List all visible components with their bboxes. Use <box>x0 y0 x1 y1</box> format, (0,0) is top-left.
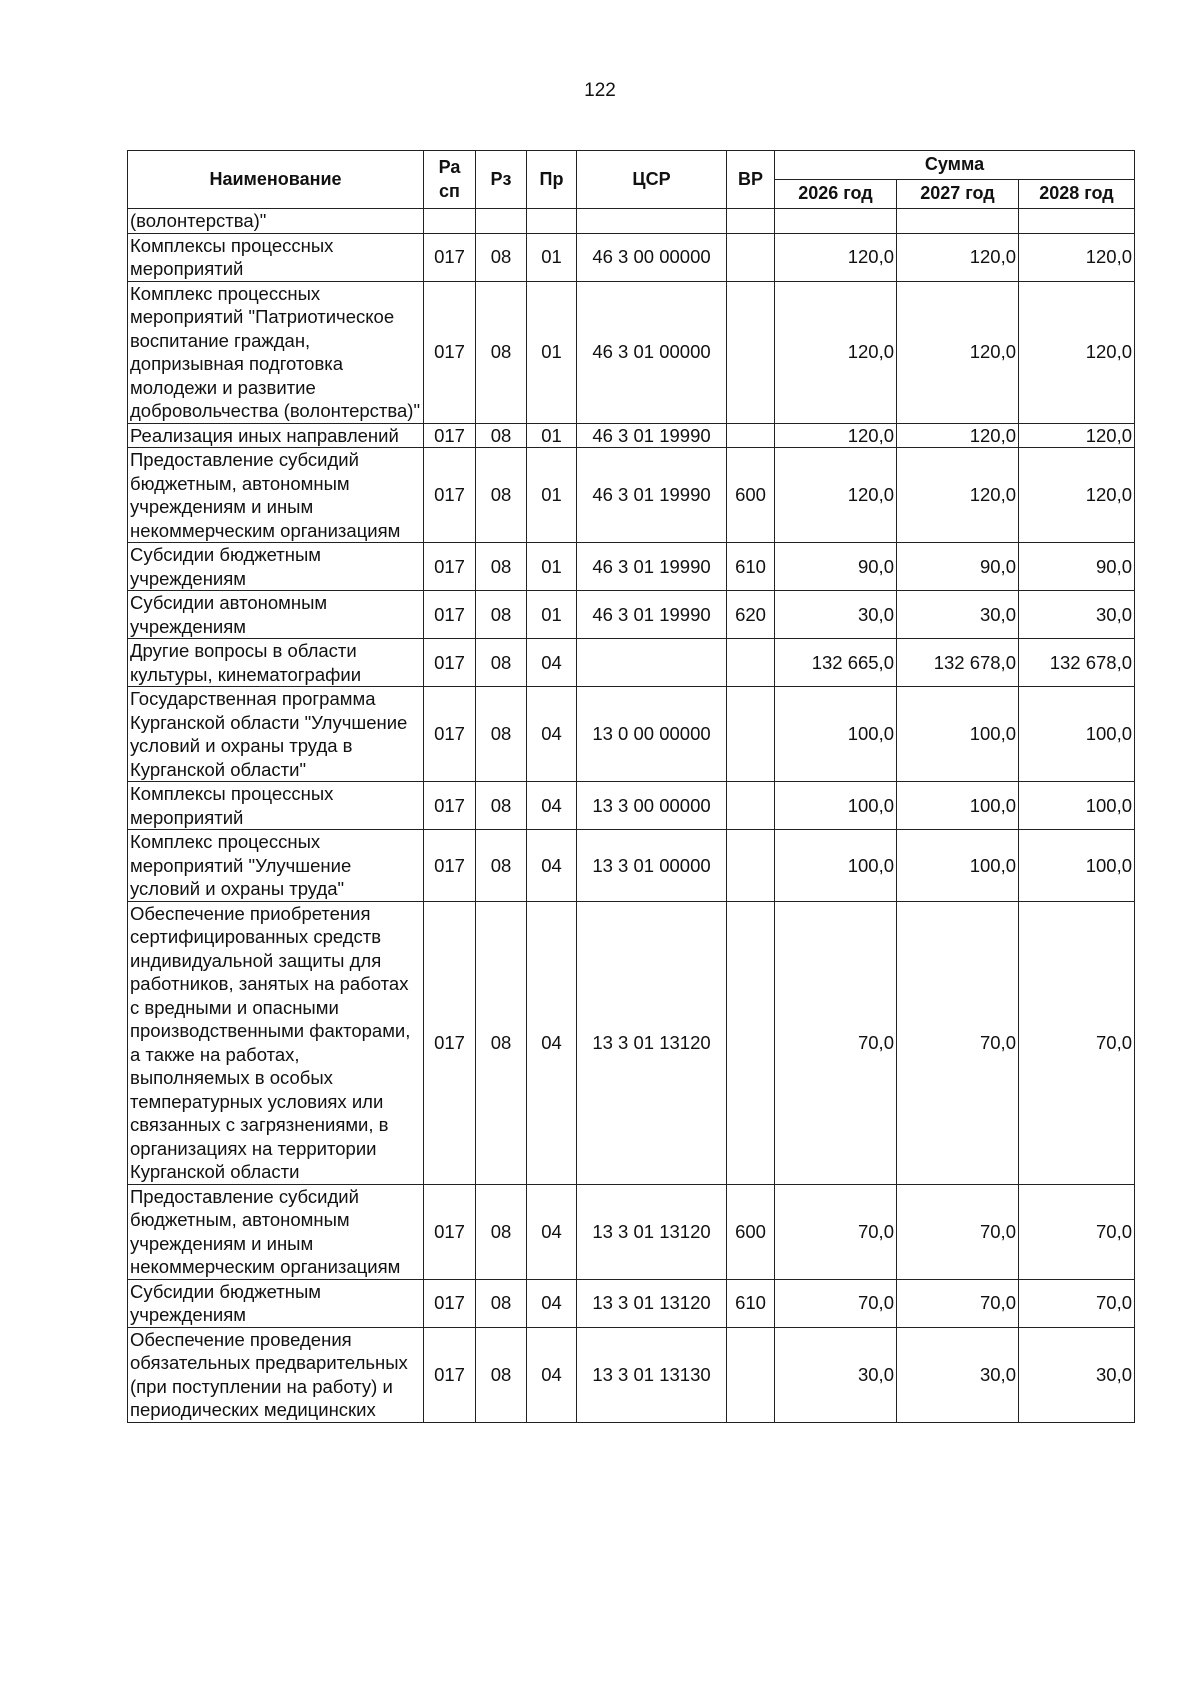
table-row <box>128 1279 1135 1327</box>
row-name: Субсидии бюджетным учреждениям <box>128 543 424 591</box>
header-rz: Рз <box>476 151 527 209</box>
row-rasp: 017 <box>424 782 476 830</box>
row-csr: 46 3 01 19990 <box>577 423 727 448</box>
header-rasp: Ра сп <box>424 151 476 209</box>
row-amount-2028: 120,0 <box>1019 448 1135 543</box>
row-rz: 08 <box>476 543 527 591</box>
row-vr: 600 <box>727 1184 775 1279</box>
row-amount-2026: 70,0 <box>775 1184 897 1279</box>
header-name: Наименование <box>128 151 424 209</box>
row-amount-2026: 90,0 <box>775 543 897 591</box>
row-rz: 08 <box>476 281 527 423</box>
table-row <box>128 209 1135 234</box>
row-amount-2028: 100,0 <box>1019 687 1135 782</box>
row-vr <box>727 209 775 234</box>
row-csr: 46 3 00 00000 <box>577 233 727 281</box>
row-pr: 01 <box>527 591 577 639</box>
row-amount-2026: 70,0 <box>775 1279 897 1327</box>
row-vr <box>727 687 775 782</box>
row-csr <box>577 639 727 687</box>
row-amount-2027: 120,0 <box>897 423 1019 448</box>
row-name: (волонтерства)" <box>128 209 424 234</box>
row-amount-2026: 132 665,0 <box>775 639 897 687</box>
row-csr: 46 3 01 00000 <box>577 281 727 423</box>
row-name: Обеспечение проведения обязательных предварительных (при поступлении на работу) и периодических медицинских <box>128 1327 424 1422</box>
row-amount-2028: 30,0 <box>1019 1327 1135 1422</box>
row-vr <box>727 639 775 687</box>
row-rasp: 017 <box>424 687 476 782</box>
row-name: Комплекс процессных мероприятий "Патриотическое воспитание граждан, допризывная подготовка молодежи и развитие добровольчества (волонтерства)" <box>128 281 424 423</box>
row-rz: 08 <box>476 1279 527 1327</box>
row-rz: 08 <box>476 687 527 782</box>
row-pr: 01 <box>527 448 577 543</box>
row-amount-2028: 90,0 <box>1019 543 1135 591</box>
row-vr <box>727 901 775 1184</box>
table-body <box>128 209 1135 1423</box>
row-amount-2026: 100,0 <box>775 687 897 782</box>
table-row <box>128 233 1135 281</box>
row-vr: 620 <box>727 591 775 639</box>
table-row <box>128 639 1135 687</box>
row-amount-2026: 30,0 <box>775 1327 897 1422</box>
row-rasp: 017 <box>424 1184 476 1279</box>
row-name: Предоставление субсидий бюджетным, автономным учреждениям и иным некоммерческим организациям <box>128 448 424 543</box>
row-name: Комплексы процессных мероприятий <box>128 233 424 281</box>
table-row <box>128 1184 1135 1279</box>
table-row <box>128 448 1135 543</box>
row-amount-2028: 132 678,0 <box>1019 639 1135 687</box>
row-vr: 610 <box>727 543 775 591</box>
table-row <box>128 543 1135 591</box>
row-rz: 08 <box>476 1327 527 1422</box>
row-vr <box>727 281 775 423</box>
row-csr: 13 3 01 00000 <box>577 830 727 902</box>
row-vr: 600 <box>727 448 775 543</box>
row-rasp: 017 <box>424 830 476 902</box>
header-year-2027: 2027 год <box>897 180 1019 209</box>
table-row <box>128 591 1135 639</box>
row-amount-2027: 70,0 <box>897 1279 1019 1327</box>
row-amount-2028 <box>1019 209 1135 234</box>
row-amount-2028: 120,0 <box>1019 423 1135 448</box>
row-name: Другие вопросы в области культуры, кинематографии <box>128 639 424 687</box>
table-row <box>128 423 1135 448</box>
row-pr: 04 <box>527 1327 577 1422</box>
row-rasp: 017 <box>424 591 476 639</box>
row-name: Комплекс процессных мероприятий "Улучшение условий и охраны труда" <box>128 830 424 902</box>
row-amount-2027 <box>897 209 1019 234</box>
row-csr: 13 3 00 00000 <box>577 782 727 830</box>
page-number: 122 <box>584 80 616 101</box>
table-row <box>128 1327 1135 1422</box>
row-rasp: 017 <box>424 901 476 1184</box>
row-amount-2027: 100,0 <box>897 687 1019 782</box>
row-amount-2027: 100,0 <box>897 830 1019 902</box>
row-name: Субсидии бюджетным учреждениям <box>128 1279 424 1327</box>
row-amount-2028: 70,0 <box>1019 1184 1135 1279</box>
row-csr: 13 3 01 13120 <box>577 1184 727 1279</box>
row-name: Государственная программа Курганской области "Улучшение условий и охраны труда в Курганской области" <box>128 687 424 782</box>
row-rz: 08 <box>476 591 527 639</box>
row-amount-2028: 100,0 <box>1019 830 1135 902</box>
row-amount-2027: 120,0 <box>897 281 1019 423</box>
header-csr: ЦСР <box>577 151 727 209</box>
row-amount-2027: 132 678,0 <box>897 639 1019 687</box>
row-pr: 01 <box>527 233 577 281</box>
row-rz: 08 <box>476 448 527 543</box>
row-amount-2028: 30,0 <box>1019 591 1135 639</box>
row-name: Обеспечение приобретения сертифицированных средств индивидуальной защиты для работников, занятых на работах с вредными и опасными производственными факторами, а также на работах, выполняемых в особых температурных условиях или связанных с загрязнениями, в организациях на территории Курганской области <box>128 901 424 1184</box>
row-csr: 46 3 01 19990 <box>577 448 727 543</box>
row-rasp: 017 <box>424 543 476 591</box>
row-rz: 08 <box>476 901 527 1184</box>
table-row <box>128 687 1135 782</box>
row-amount-2026: 120,0 <box>775 448 897 543</box>
row-amount-2028: 100,0 <box>1019 782 1135 830</box>
row-amount-2026 <box>775 209 897 234</box>
header-year-2026: 2026 год <box>775 180 897 209</box>
row-rasp: 017 <box>424 639 476 687</box>
row-rasp: 017 <box>424 281 476 423</box>
row-rz: 08 <box>476 782 527 830</box>
row-rasp: 017 <box>424 233 476 281</box>
row-pr: 04 <box>527 782 577 830</box>
row-name: Комплексы процессных мероприятий <box>128 782 424 830</box>
row-vr: 610 <box>727 1279 775 1327</box>
table-row <box>128 901 1135 1184</box>
row-pr: 04 <box>527 901 577 1184</box>
row-vr <box>727 782 775 830</box>
row-name: Реализация иных направлений <box>128 423 424 448</box>
row-csr: 46 3 01 19990 <box>577 543 727 591</box>
header-vr: ВР <box>727 151 775 209</box>
row-vr <box>727 1327 775 1422</box>
row-vr <box>727 423 775 448</box>
row-name: Субсидии автономным учреждениям <box>128 591 424 639</box>
row-csr: 13 3 01 13130 <box>577 1327 727 1422</box>
row-rasp: 017 <box>424 1279 476 1327</box>
row-pr <box>527 209 577 234</box>
row-pr: 04 <box>527 1184 577 1279</box>
row-amount-2028: 70,0 <box>1019 901 1135 1184</box>
row-pr: 04 <box>527 1279 577 1327</box>
row-rasp: 017 <box>424 1327 476 1422</box>
row-amount-2026: 120,0 <box>775 233 897 281</box>
row-rz: 08 <box>476 1184 527 1279</box>
row-amount-2027: 70,0 <box>897 1184 1019 1279</box>
row-rz <box>476 209 527 234</box>
table-row <box>128 782 1135 830</box>
row-csr: 46 3 01 19990 <box>577 591 727 639</box>
row-pr: 01 <box>527 543 577 591</box>
row-rasp: 017 <box>424 423 476 448</box>
row-amount-2027: 30,0 <box>897 1327 1019 1422</box>
row-amount-2027: 70,0 <box>897 901 1019 1184</box>
row-rz: 08 <box>476 233 527 281</box>
header-sum: Сумма <box>775 151 1135 180</box>
table-row <box>128 281 1135 423</box>
row-pr: 04 <box>527 639 577 687</box>
row-amount-2028: 120,0 <box>1019 233 1135 281</box>
row-amount-2028: 70,0 <box>1019 1279 1135 1327</box>
row-pr: 04 <box>527 687 577 782</box>
row-rz: 08 <box>476 830 527 902</box>
row-rz: 08 <box>476 423 527 448</box>
row-amount-2027: 100,0 <box>897 782 1019 830</box>
row-amount-2027: 120,0 <box>897 448 1019 543</box>
row-vr <box>727 233 775 281</box>
header-year-2028: 2028 год <box>1019 180 1135 209</box>
row-csr: 13 3 01 13120 <box>577 901 727 1184</box>
row-amount-2026: 30,0 <box>775 591 897 639</box>
row-csr: 13 3 01 13120 <box>577 1279 727 1327</box>
row-amount-2027: 120,0 <box>897 233 1019 281</box>
row-name: Предоставление субсидий бюджетным, автономным учреждениям и иным некоммерческим организациям <box>128 1184 424 1279</box>
budget-table <box>127 150 1135 1423</box>
row-csr: 13 0 00 00000 <box>577 687 727 782</box>
row-csr <box>577 209 727 234</box>
row-rasp <box>424 209 476 234</box>
row-amount-2026: 120,0 <box>775 423 897 448</box>
row-rz: 08 <box>476 639 527 687</box>
row-amount-2028: 120,0 <box>1019 281 1135 423</box>
row-amount-2027: 90,0 <box>897 543 1019 591</box>
row-vr <box>727 830 775 902</box>
row-pr: 04 <box>527 830 577 902</box>
row-pr: 01 <box>527 281 577 423</box>
row-amount-2026: 100,0 <box>775 782 897 830</box>
row-amount-2026: 70,0 <box>775 901 897 1184</box>
header-pr: Пр <box>527 151 577 209</box>
table-row <box>128 830 1135 902</box>
row-amount-2026: 120,0 <box>775 281 897 423</box>
row-rasp: 017 <box>424 448 476 543</box>
row-amount-2027: 30,0 <box>897 591 1019 639</box>
row-amount-2026: 100,0 <box>775 830 897 902</box>
row-pr: 01 <box>527 423 577 448</box>
